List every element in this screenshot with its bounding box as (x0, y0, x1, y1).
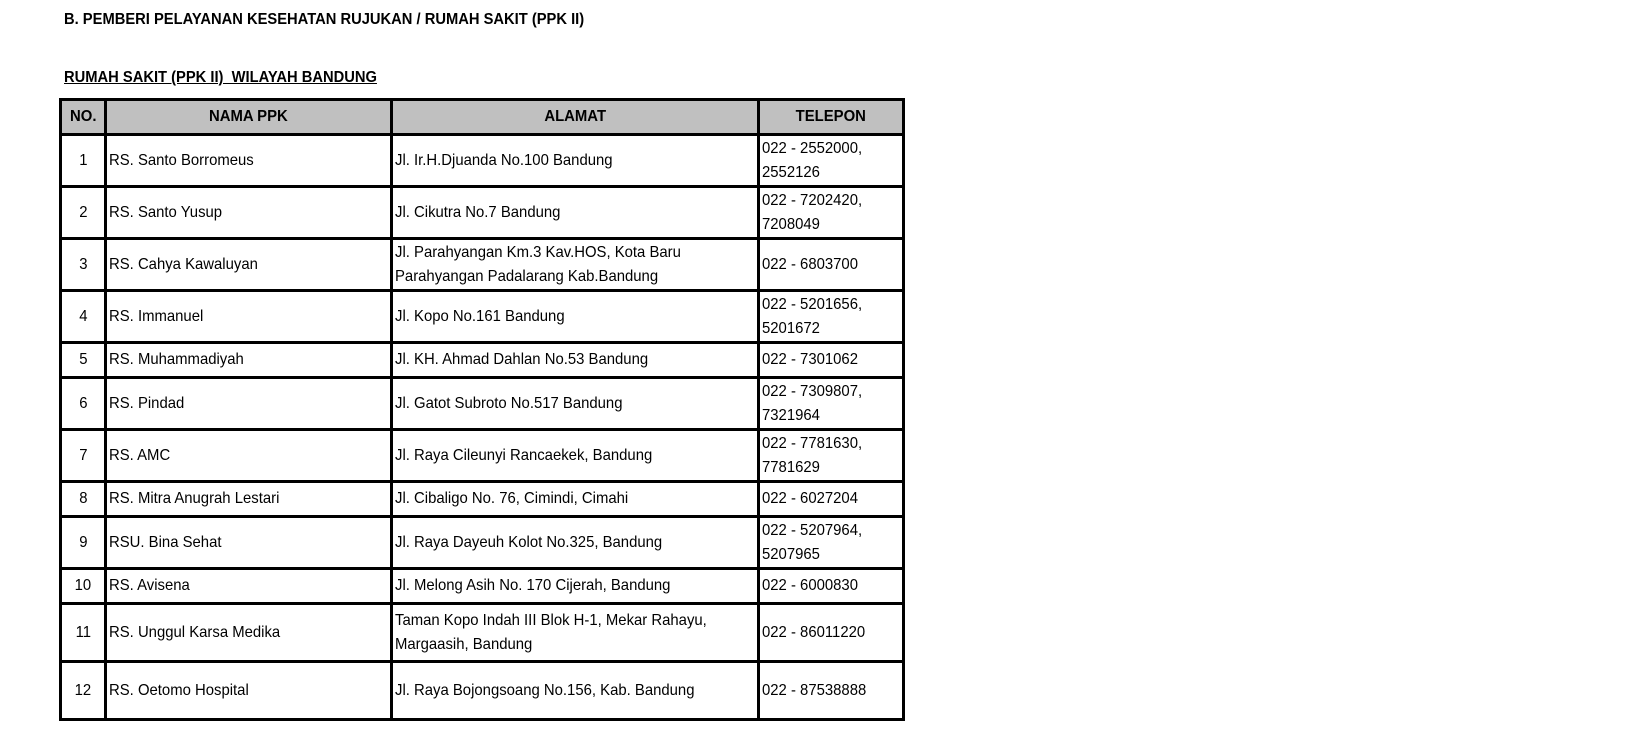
table-row (61, 430, 904, 482)
table-row (61, 135, 904, 187)
table-row (61, 187, 904, 239)
cell-no: 10 (61, 569, 106, 604)
cell-telepon: 022 - 87538888 (759, 662, 904, 720)
cell-nama-ppk: RS. Pindad (106, 378, 392, 430)
cell-alamat: Jl. Parahyangan Km.3 Kav.HOS, Kota Baru Parahyangan Padalarang Kab.Bandung (392, 239, 759, 291)
table-row (61, 517, 904, 569)
cell-alamat: Jl. Ir.H.Djuanda No.100 Bandung (392, 135, 759, 187)
cell-nama-ppk: RS. Santo Yusup (106, 187, 392, 239)
table-row (61, 239, 904, 291)
header-no: NO. (61, 100, 106, 135)
cell-nama-ppk: RS. Oetomo Hospital (106, 662, 392, 720)
table-row (61, 569, 904, 604)
section-title: B. PEMBERI PELAYANAN KESEHATAN RUJUKAN / RUMAH SAKIT (PPK II) (64, 11, 585, 28)
cell-telepon: 022 - 7301062 (759, 343, 904, 378)
cell-no: 5 (61, 343, 106, 378)
cell-nama-ppk: RS. Santo Borromeus (106, 135, 392, 187)
cell-no: 11 (61, 604, 106, 662)
cell-alamat: Jl. Cibaligo No. 76, Cimindi, Cimahi (392, 482, 759, 517)
cell-telepon: 022 - 5207964, 5207965 (759, 517, 904, 569)
cell-alamat: Jl. KH. Ahmad Dahlan No.53 Bandung (392, 343, 759, 378)
cell-telepon: 022 - 7781630, 7781629 (759, 430, 904, 482)
cell-telepon: 022 - 7202420, 7208049 (759, 187, 904, 239)
hospital-table (59, 98, 905, 721)
cell-alamat: Jl. Raya Dayeuh Kolot No.325, Bandung (392, 517, 759, 569)
cell-alamat: Jl. Gatot Subroto No.517 Bandung (392, 378, 759, 430)
cell-no: 12 (61, 662, 106, 720)
cell-nama-ppk: RSU. Bina Sehat (106, 517, 392, 569)
table-row (61, 291, 904, 343)
cell-no: 8 (61, 482, 106, 517)
cell-nama-ppk: RS. Unggul Karsa Medika (106, 604, 392, 662)
cell-no: 7 (61, 430, 106, 482)
cell-alamat: Jl. Kopo No.161 Bandung (392, 291, 759, 343)
cell-telepon: 022 - 6027204 (759, 482, 904, 517)
cell-alamat: Jl. Melong Asih No. 170 Cijerah, Bandung (392, 569, 759, 604)
table-row (61, 662, 904, 720)
cell-nama-ppk: RS. Avisena (106, 569, 392, 604)
cell-no: 6 (61, 378, 106, 430)
cell-telepon: 022 - 2552000, 2552126 (759, 135, 904, 187)
cell-no: 1 (61, 135, 106, 187)
cell-telepon: 022 - 7309807, 7321964 (759, 378, 904, 430)
cell-no: 9 (61, 517, 106, 569)
cell-nama-ppk: RS. Muhammadiyah (106, 343, 392, 378)
cell-nama-ppk: RS. Cahya Kawaluyan (106, 239, 392, 291)
table-header-row (61, 100, 904, 135)
sub-title: RUMAH SAKIT (PPK II) WILAYAH BANDUNG (64, 69, 377, 86)
cell-nama-ppk: RS. Mitra Anugrah Lestari (106, 482, 392, 517)
cell-telepon: 022 - 86011220 (759, 604, 904, 662)
cell-alamat: Jl. Raya Bojongsoang No.156, Kab. Bandung (392, 662, 759, 720)
table-row (61, 482, 904, 517)
table-row (61, 604, 904, 662)
cell-nama-ppk: RS. Immanuel (106, 291, 392, 343)
header-nama-ppk: NAMA PPK (106, 100, 392, 135)
header-telepon: TELEPON (759, 100, 904, 135)
cell-no: 2 (61, 187, 106, 239)
table-row (61, 343, 904, 378)
cell-telepon: 022 - 6803700 (759, 239, 904, 291)
cell-telepon: 022 - 6000830 (759, 569, 904, 604)
cell-alamat: Jl. Raya Cileunyi Rancaekek, Bandung (392, 430, 759, 482)
cell-no: 4 (61, 291, 106, 343)
cell-alamat: Jl. Cikutra No.7 Bandung (392, 187, 759, 239)
cell-nama-ppk: RS. AMC (106, 430, 392, 482)
cell-telepon: 022 - 5201656, 5201672 (759, 291, 904, 343)
cell-alamat: Taman Kopo Indah III Blok H-1, Mekar Rahayu, Margaasih, Bandung (392, 604, 759, 662)
header-alamat: ALAMAT (392, 100, 759, 135)
table-row (61, 378, 904, 430)
cell-no: 3 (61, 239, 106, 291)
